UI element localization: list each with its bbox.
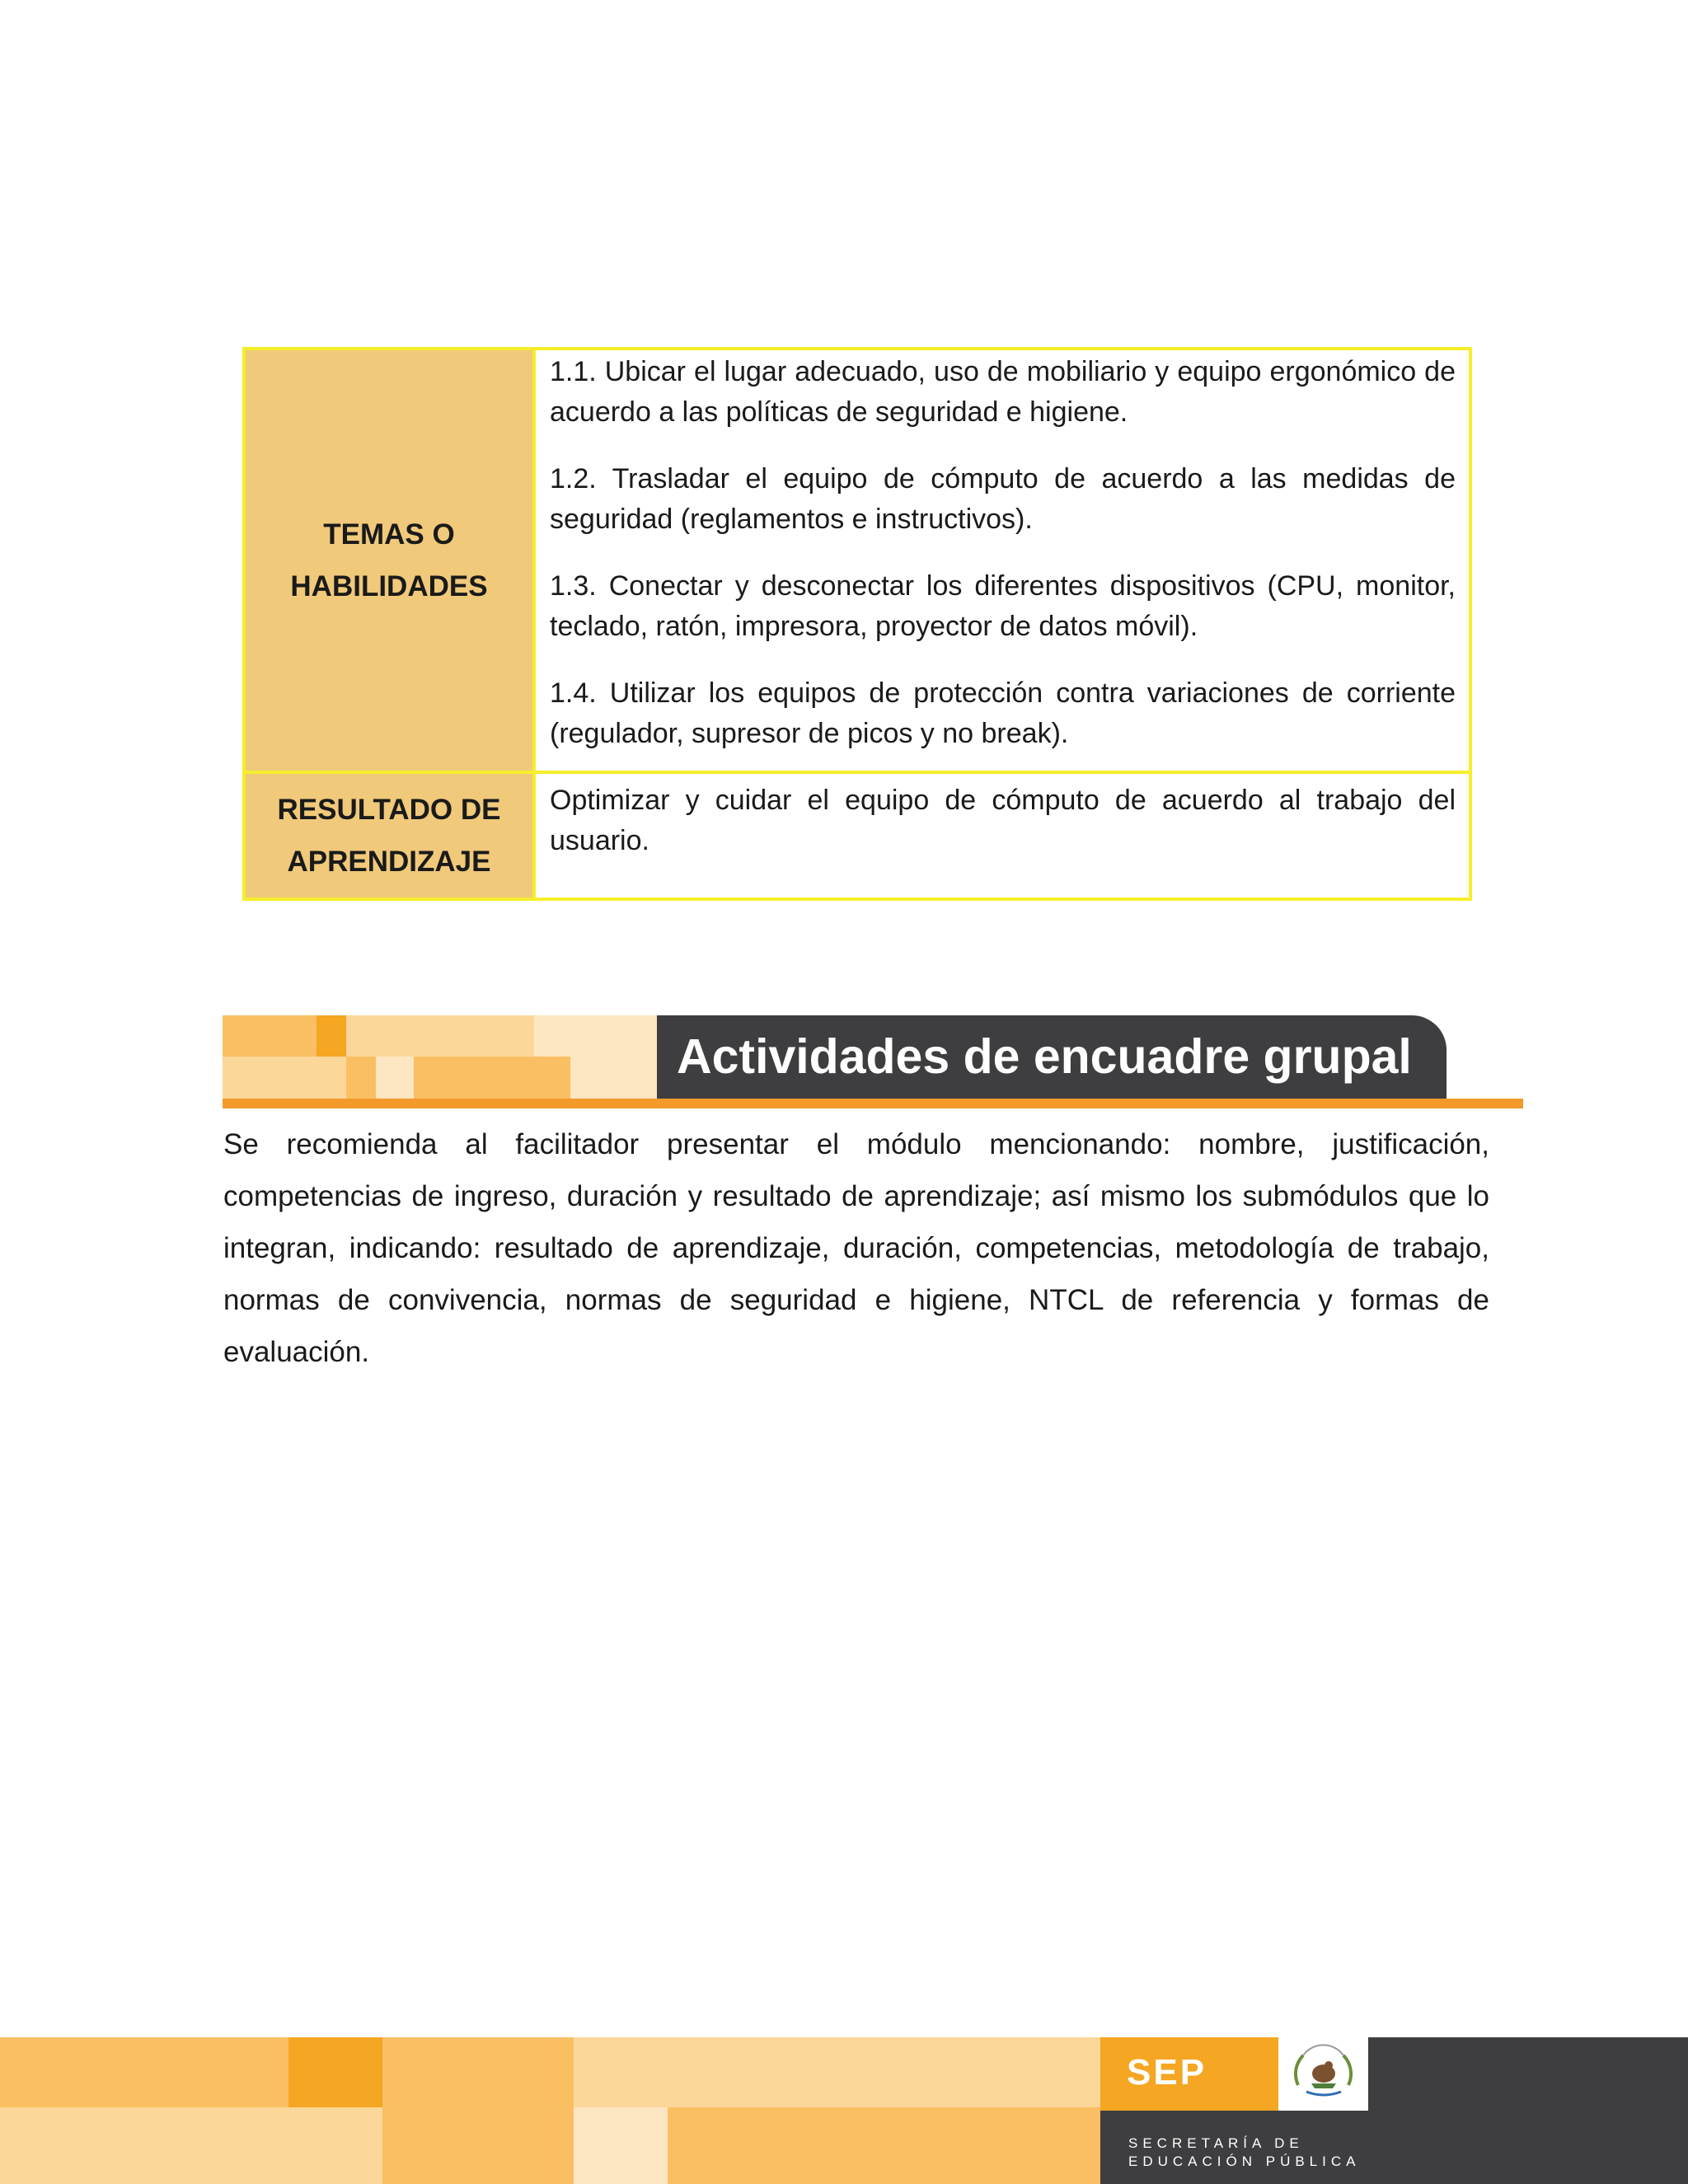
banner-underline [223, 1099, 1523, 1108]
page-footer [0, 2037, 1688, 2184]
intro-paragraph: Se recomienda al facilitador presentar el módulo mencionando: nombre, justificación, competencias de ingreso, duración y resultado de aprendizaje; así mismo los submódulos que lo integran, indicando: resultado de aprendizaje, duración, competencias, metodología de trabajo, normas de convivencia, normas de seguridad e higiene, NTCL de referencia y formas de evaluación. [223, 1128, 1489, 1368]
footer-decor-block [574, 2037, 1100, 2107]
banner-decor-block [376, 1057, 414, 1099]
seal-container [1278, 2037, 1368, 2111]
banner-decor-block [570, 1057, 657, 1099]
sep-logo-word: SEP [1127, 2052, 1207, 2093]
banner-decor-block [223, 1057, 346, 1099]
section-banner [223, 1015, 1523, 1110]
resultado-content-cell [534, 772, 1470, 899]
footer-decor-block [0, 2107, 382, 2184]
temas-content-cell [534, 349, 1470, 772]
banner-decor-block [223, 1015, 316, 1057]
banner-decor-block [414, 1057, 570, 1099]
resultado-text: Optimizar y cuidar el equipo de cómputo de acuerdo al trabajo del usuario. [550, 785, 1456, 856]
footer-decor-block [382, 2037, 574, 2107]
banner-decor-block [534, 1015, 657, 1057]
footer-dark-panel [1368, 2037, 1688, 2184]
temas-header-cell [244, 349, 534, 772]
footer-decor-block [288, 2037, 382, 2107]
resultado-header-line-2: APRENDIZAJE [287, 846, 491, 878]
sep-logo-subtitle: SECRETARÍA DE EDUCACIÓN PÚBLICA [1128, 2135, 1361, 2169]
footer-decor-block [0, 2037, 288, 2107]
temas-header-line-2: HABILIDADES [290, 570, 488, 602]
footer-decor-block [668, 2107, 1100, 2184]
temas-header-line-1: TEMAS O [323, 518, 455, 551]
table-row-temas [244, 349, 1470, 772]
banner-decor-block [316, 1015, 346, 1057]
banner-decor-block [346, 1057, 376, 1099]
mexican-coat-of-arms-icon [1278, 2037, 1368, 2111]
module-table [242, 347, 1472, 901]
footer-decor-block [574, 2107, 668, 2184]
footer-decor-block [382, 2107, 574, 2184]
banner-decor-block [346, 1015, 534, 1057]
section-title: Actividades de encuadre grupal [657, 1015, 1447, 1099]
sep-logo [1100, 2037, 1368, 2184]
sep-logo-badge [1100, 2037, 1278, 2111]
resultado-header-cell [244, 772, 534, 899]
temas-item-2: 1.2. Trasladar el equipo de cómputo de acuerdo a las medidas de seguridad (reglamentos e instructivos). [550, 463, 1456, 535]
temas-item-4: 1.4. Utilizar los equipos de protección contra variaciones de corriente (regulador, supresor de picos y no break). [550, 677, 1456, 749]
table-row-resultado [244, 772, 1470, 899]
resultado-header-line-1: RESULTADO DE [277, 794, 501, 826]
temas-item-1: 1.1. Ubicar el lugar adecuado, uso de mobiliario y equipo ergonómico de acuerdo a las políticas de seguridad e higiene. [550, 356, 1456, 428]
temas-item-3: 1.3. Conectar y desconectar los diferentes dispositivos (CPU, monitor, teclado, ratón, impresora, proyector de datos móvil). [550, 570, 1456, 642]
